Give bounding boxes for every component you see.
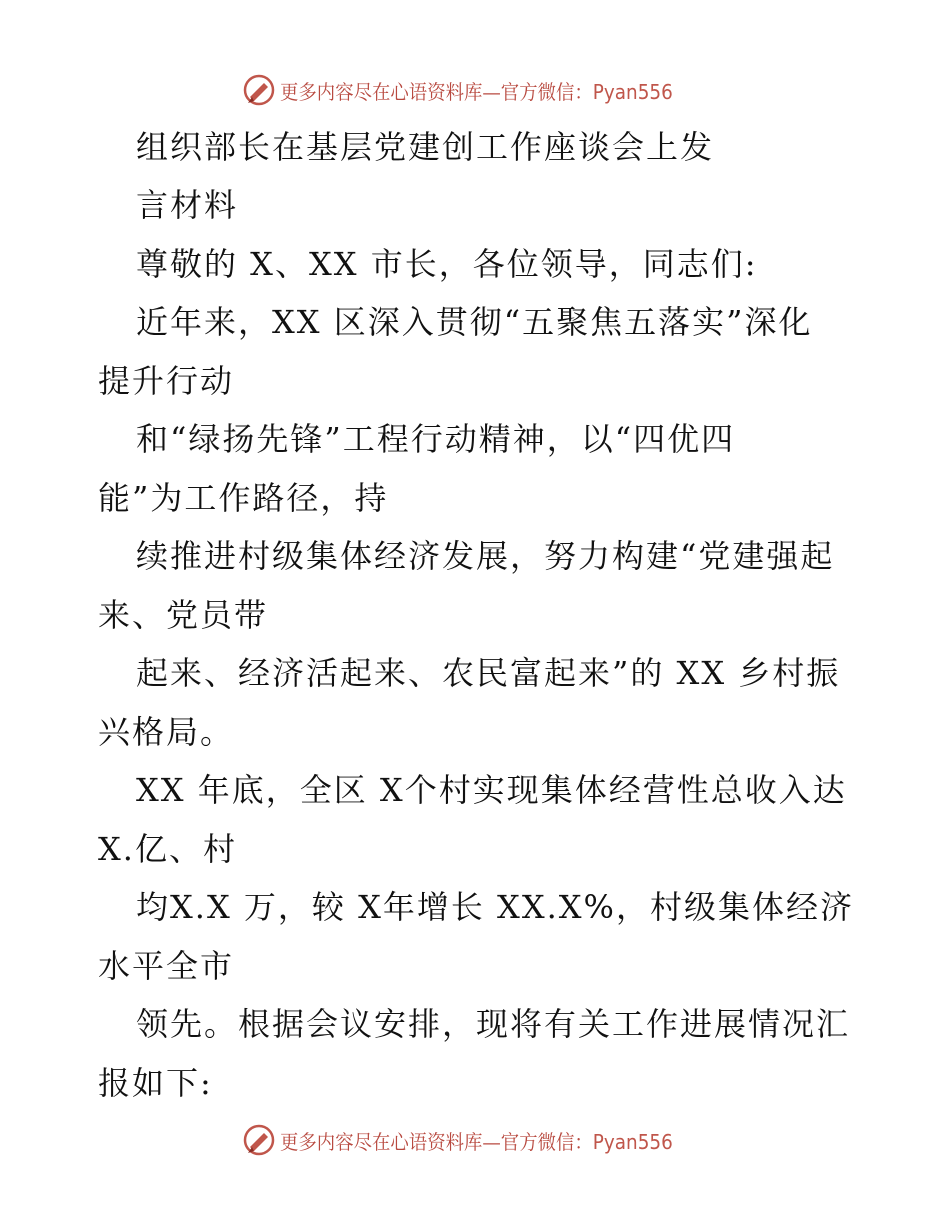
- salutation-line: 尊敬的 X、XX 市长，各位领导，同志们:: [136, 245, 758, 283]
- paragraph-line: 来、党员带: [98, 596, 269, 634]
- watermark-text: 更多内容尽在心语资料库—官方微信：Pyan556: [280, 79, 674, 104]
- footer-watermark: [0, 1122, 950, 1158]
- paragraph-line: 能”为工作路径，持: [98, 479, 389, 517]
- paragraph-line: 领先。根据会议安排，现将有关工作进展情况汇: [136, 1005, 851, 1043]
- paragraph-line: 报如下:: [98, 1064, 213, 1102]
- paragraph-line: XX 年底，全区 X个村实现集体经营性总收入达: [136, 771, 847, 809]
- title-line-2: 言材料: [136, 186, 239, 224]
- watermark-account: Pyan556: [593, 79, 674, 104]
- header-watermark: [0, 72, 950, 108]
- paragraph-line: 和“绿扬先锋”工程行动精神，以“四优四: [136, 420, 736, 458]
- paragraph-line: 兴格局。: [98, 713, 235, 751]
- title-line-1: 组织部长在基层党建创工作座谈会上发: [136, 128, 715, 166]
- paragraph-line: 续推进村级集体经济发展，努力构建“党建强起: [136, 537, 835, 575]
- paragraph-line: X.亿、村: [98, 830, 237, 868]
- paragraph-line: 近年来，XX 区深入贯彻“五聚焦五落实”深化: [136, 303, 813, 341]
- pen-logo-icon: [242, 1123, 276, 1157]
- pen-logo-icon: [242, 73, 276, 107]
- watermark-text: 更多内容尽在心语资料库—官方微信：Pyan556: [280, 1129, 674, 1154]
- watermark-account: Pyan556: [593, 1129, 674, 1154]
- paragraph-line: 提升行动: [98, 362, 235, 400]
- paragraph-line: 起来、经济活起来、农民富起来”的 XX 乡村振: [136, 654, 841, 692]
- paragraph-line: 水平全市: [98, 947, 235, 985]
- paragraph-line: 均X.X 万，较 X年增长 XX.X%，村级集体经济: [136, 888, 854, 926]
